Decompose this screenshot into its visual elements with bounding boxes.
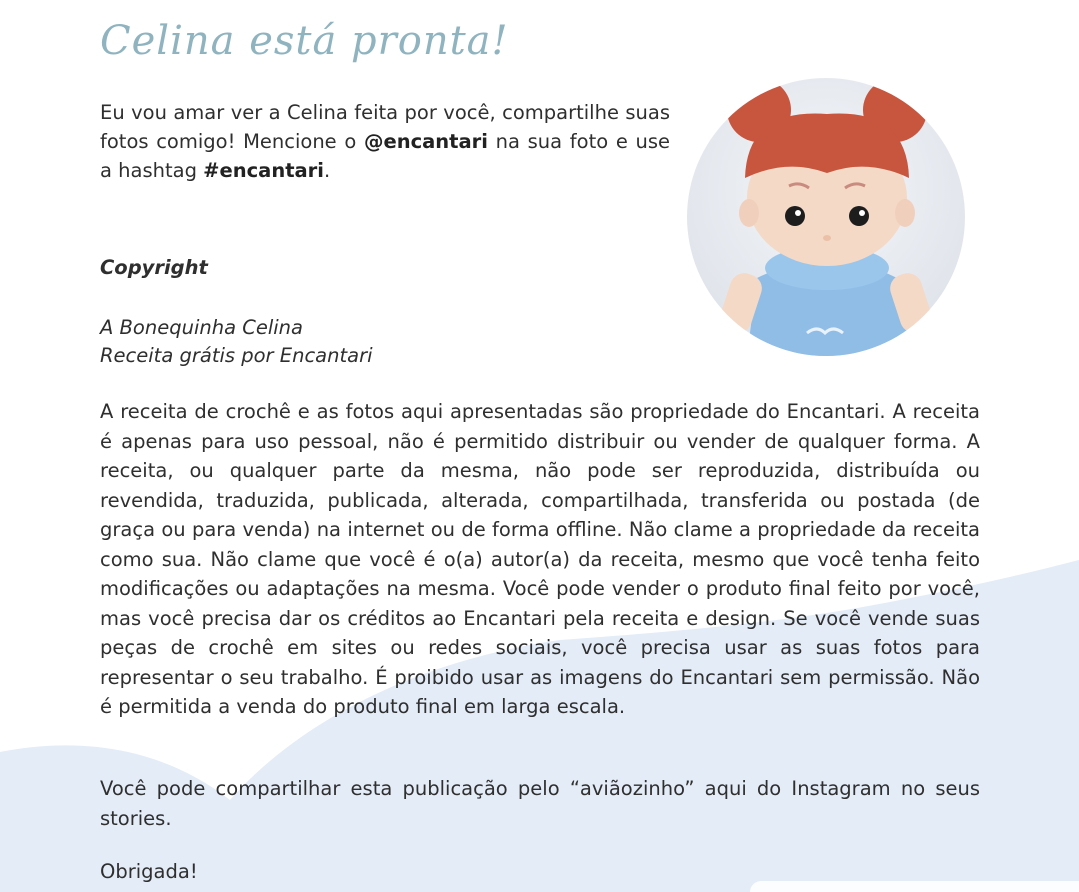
copyright-heading: Copyright xyxy=(100,256,208,279)
thanks-text: Obrigada! xyxy=(100,860,198,883)
credits xyxy=(100,314,373,370)
instagram-mention: @encantari xyxy=(363,130,488,153)
pattern-author: Receita grátis por Encantari xyxy=(100,344,373,367)
page-title: Celina está pronta! xyxy=(100,18,509,64)
doll-photo xyxy=(687,78,965,356)
hashtag: #encantari xyxy=(203,159,324,182)
bottom-strip xyxy=(750,881,1079,892)
share-paragraph: Você pode compartilhar esta publicação pelo “aviãozinho” aqui do Instagram no seus stories. xyxy=(100,777,980,830)
pattern-name: A Bonequinha Celina xyxy=(100,316,303,339)
legal-paragraph: A receita de crochê e as fotos aqui apresentadas são propriedade do Encantari. A receita é apenas para uso pessoal, não é permitido distribuir ou vender de qualquer forma. A receita, ou qualquer parte da mesma, não pode ser reproduzida, distribuída ou revendida, traduzida, publicada, alterada, compartilhada, transferida ou postada (de graça ou para venda) na internet ou de forma offline. Não clame a propriedade da receita como sua. Não clame que você é o(a) autor(a) da receita, mesmo que você tenha feito modificações ou adaptações na mesma. Você pode vender o produto final feito por você, mas você precisa dar os créditos ao Encantari pela receita e design. Se você vende suas peças de crochê em sites ou redes sociais, você precisa usar as suas fotos para representar o seu trabalho. É proibido usar as imagens do Encantari sem permissão. Não é permitida a venda do produto final em larga escala. xyxy=(100,400,980,718)
intro-text-1: Eu vou amar ver a Celina feita por você, compartilhe suas fotos comigo! Mencione o xyxy=(100,101,670,153)
intro-paragraph xyxy=(100,98,670,185)
intro-text-3: . xyxy=(323,159,331,182)
intro-text-2: na sua foto e use a hashtag xyxy=(100,130,670,182)
